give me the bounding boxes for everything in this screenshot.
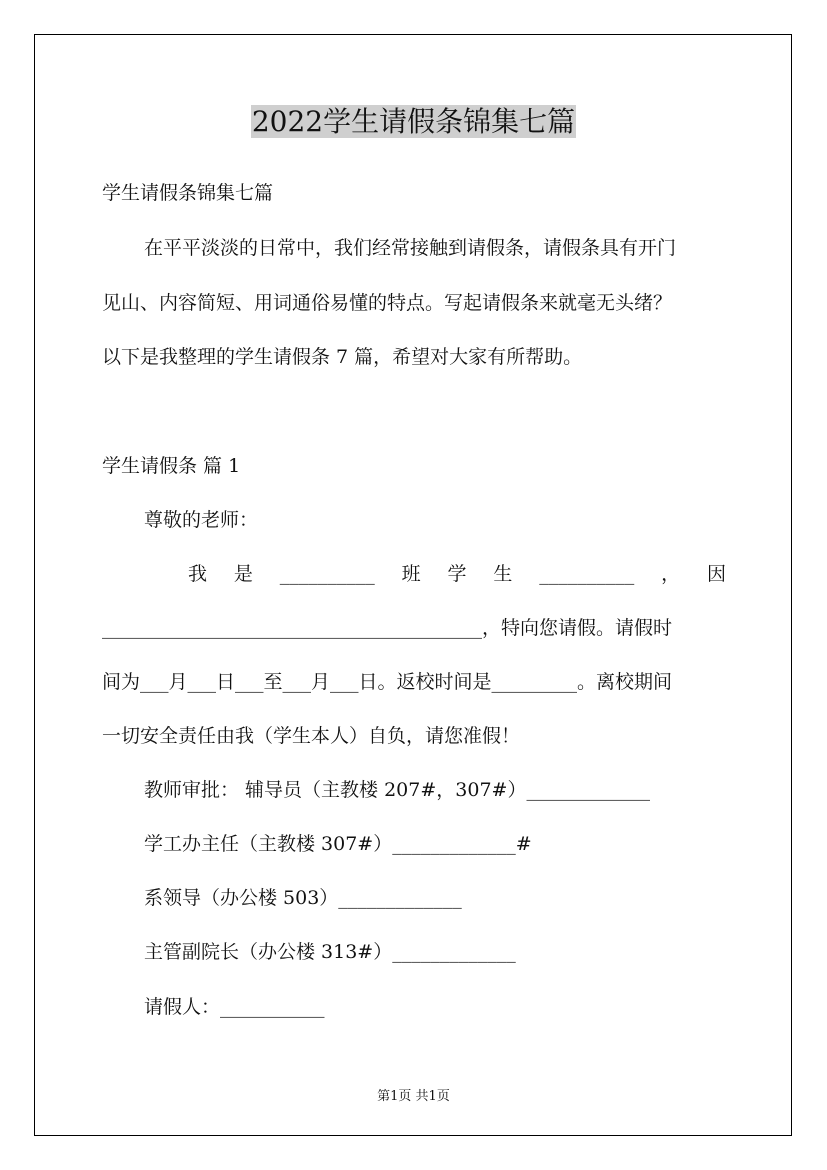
body-word: 是	[233, 563, 253, 585]
body-word: 我	[188, 563, 208, 585]
intro-line-2: 见山、内容简短、用词通俗易懂的特点。写起请假条来就毫无头绪？	[102, 292, 673, 314]
body-word: 班	[401, 563, 421, 585]
body-word: 学	[447, 563, 467, 585]
applicant-signature: 请假人：___________	[144, 996, 325, 1018]
body-word: ，	[661, 563, 681, 585]
body-line-4: 一切安全责任由我（学生本人）自负，请您准假！	[102, 725, 521, 747]
body-line-3: 间为___月___日___至___月___日。返校时间是_________。离校期间	[102, 671, 673, 693]
body-word: 因	[706, 563, 726, 585]
page-footer: 第1页 共1页	[377, 1089, 450, 1104]
body-line-2: ________________________________________，特向您请假。请假时	[102, 617, 673, 639]
document-subtitle: 学生请假条锦集七篇	[102, 182, 274, 204]
intro-line-3: 以下是我整理的学生请假条 7 篇，希望对大家有所帮助。	[102, 346, 583, 368]
blank-class: __________	[279, 563, 375, 585]
blank-name: __________	[539, 563, 635, 585]
salutation: 尊敬的老师：	[144, 509, 259, 531]
document-title-wrapper	[0, 100, 827, 140]
document-title: 2022学生请假条锦集七篇	[251, 105, 576, 138]
approval-teacher: 教师审批： 辅导员（主教楼 207#，307#）_____________	[144, 779, 650, 801]
body-line-1	[188, 562, 726, 586]
intro-line-1: 在平平淡淡的日常中，我们经常接触到请假条，请假条具有开门	[144, 237, 677, 259]
body-word: 生	[493, 563, 513, 585]
approval-vice-dean: 主管副院长（办公楼 313#）_____________	[144, 941, 516, 963]
section-heading: 学生请假条 篇 1	[102, 455, 241, 477]
approval-department-leader: 系领导（办公楼 503）_____________	[144, 887, 462, 909]
approval-office-director: 学工办主任（主教楼 307#）_____________#	[144, 833, 532, 855]
